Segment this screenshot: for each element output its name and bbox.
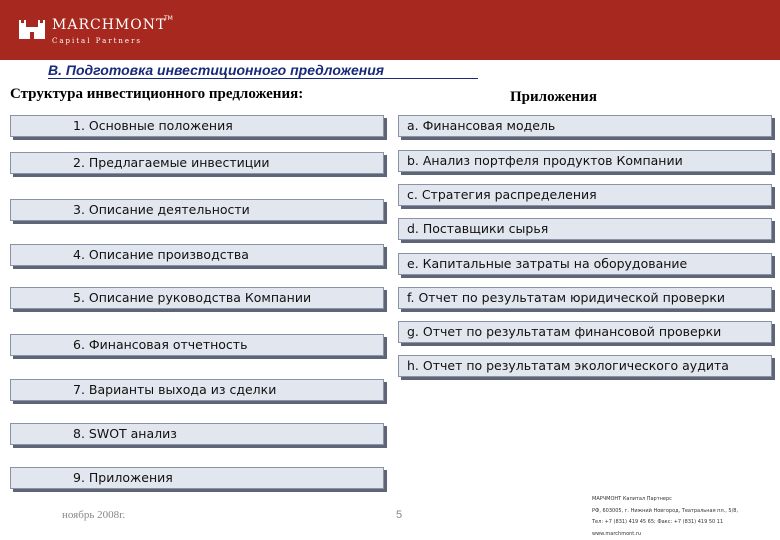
address-street: РФ, 603005, г. Нижний Новгород, Театральная пл., 5/8, xyxy=(592,507,739,514)
address-company: МАРЧМОНТ Капитал Партнерс xyxy=(592,496,672,502)
structure-item-2[interactable]: 2. Предлагаемые инвестиции xyxy=(10,152,384,174)
footer-date: ноябрь 2008г. xyxy=(62,509,126,521)
structure-item-4[interactable]: 4. Описание производства xyxy=(10,244,384,266)
structure-item-9[interactable]: 9. Приложения xyxy=(10,467,384,489)
appendix-item-e[interactable]: e. Капитальные затраты на оборудование xyxy=(398,253,772,275)
appendix-item-f[interactable]: f. Отчет по результатам юридической проверки xyxy=(398,287,772,309)
section-title: B. Подготовка инвестиционного предложения xyxy=(48,62,478,79)
address-phone: Тел: +7 (831) 419 45 65; Факс: +7 (831) 419 50 11 xyxy=(592,519,724,525)
appendix-item-a[interactable]: a. Финансовая модель xyxy=(398,115,772,137)
structure-item-6[interactable]: 6. Финансовая отчетность xyxy=(10,334,384,356)
structure-item-1[interactable]: 1. Основные положения xyxy=(10,115,384,137)
appendix-item-c[interactable]: c. Стратегия распределения xyxy=(398,184,772,206)
structure-item-8[interactable]: 8. SWOT анализ xyxy=(10,423,384,445)
page-number: 5 xyxy=(396,509,403,521)
logo-trademark: TM xyxy=(164,15,173,22)
footer-address xyxy=(592,494,738,540)
appendix-item-g[interactable]: g. Отчет по результатам финансовой проверки xyxy=(398,321,772,343)
left-column-title: Структура инвестиционного предложения: xyxy=(10,86,304,102)
appendix-item-b[interactable]: b. Анализ портфеля продуктов Компании xyxy=(398,150,772,172)
header-bar xyxy=(0,0,780,60)
appendix-item-h[interactable]: h. Отчет по результатам экологического аудита xyxy=(398,355,772,377)
address-website: www.marchmont.ru xyxy=(592,530,642,537)
castle-icon xyxy=(18,19,46,41)
structure-item-7[interactable]: 7. Варианты выхода из сделки xyxy=(10,379,384,401)
right-column-title: Приложения xyxy=(510,89,597,105)
appendix-item-d[interactable]: d. Поставщики сырья xyxy=(398,218,772,240)
logo-name: MARCHMONT xyxy=(52,17,167,33)
logo-subtitle: Capital Partners xyxy=(52,37,143,45)
structure-item-5[interactable]: 5. Описание руководства Компании xyxy=(10,287,384,309)
structure-item-3[interactable]: 3. Описание деятельности xyxy=(10,199,384,221)
company-logo xyxy=(18,13,173,49)
